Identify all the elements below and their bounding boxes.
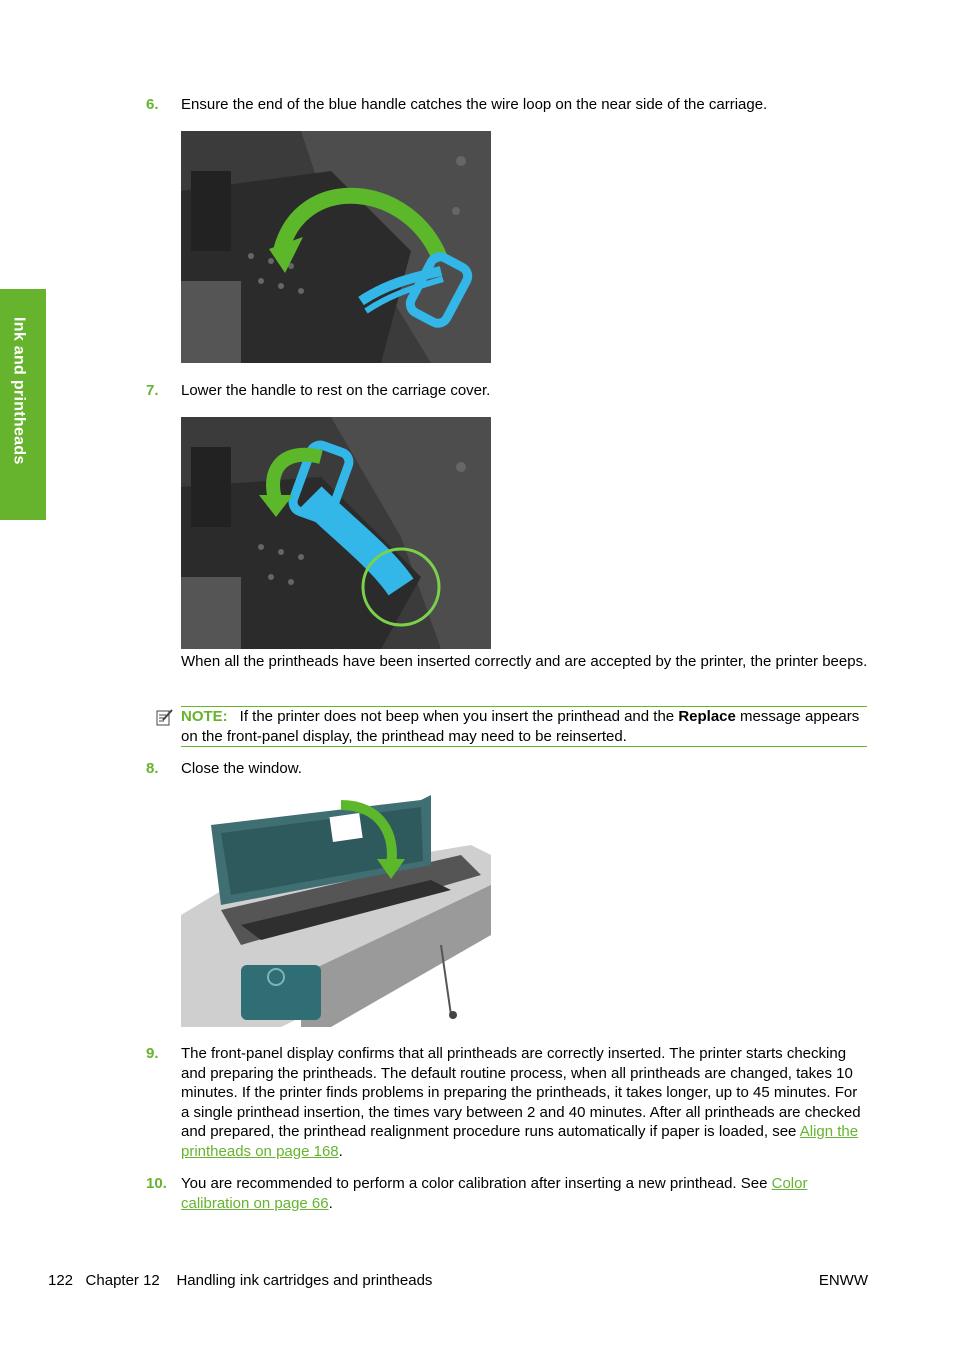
step-text: Ensure the end of the blue handle catches the wire loop on the near side of the carriage. <box>181 96 768 113</box>
step-number: 6. <box>146 96 159 113</box>
step-text <box>181 1174 867 1213</box>
note-text-before: If the printer does not beep when you insert the printhead and the <box>239 708 679 725</box>
figure-close-window <box>181 795 491 1027</box>
footer-enww: ENWW <box>818 1272 868 1289</box>
note-box <box>181 706 867 747</box>
step-text: Close the window. <box>181 760 302 777</box>
step-number: 7. <box>146 382 159 399</box>
chapter-side-tab <box>0 289 46 520</box>
figure-lower-handle <box>181 417 491 649</box>
note-text-after: message appears on the front-panel display, the printhead may need to be reinserted. <box>181 708 860 745</box>
align-printheads-link[interactable]: Align the printheads on page 168 <box>181 1123 859 1160</box>
note-bold-replace: Replace <box>678 708 736 725</box>
step-10-text: You are recommended to perform a color calibration after inserting a new printhead. See <box>181 1175 772 1192</box>
footer-chapter-title: Handling ink cartridges and printheads <box>176 1272 433 1289</box>
color-calibration-link[interactable]: Color calibration on page 66 <box>181 1175 808 1212</box>
side-tab-label: Ink and printheads <box>10 317 28 465</box>
step-7-result-paragraph: When all the printheads have been inserted correctly and are accepted by the printer, the printer beeps. <box>181 653 868 670</box>
step-number: 10. <box>146 1175 167 1192</box>
step-number: 8. <box>146 760 159 777</box>
step-number: 9. <box>146 1045 159 1062</box>
step-text <box>181 1044 867 1161</box>
page-footer <box>48 1271 868 1291</box>
figure-handle-catch-wire <box>181 131 491 363</box>
footer-chapter: Chapter 12 <box>85 1272 160 1289</box>
step-9-text: The front-panel display confirms that all printheads are correctly inserted. The printer starts checking and preparing the printheads. The default routine process, when all printheads are changed, takes 10 minutes. If the printer finds problems in preparing the printheads, it takes longer, up to 45 minutes. For a single printhead insertion, the times vary between 2 and 40 minutes. After all printheads are checked and prepared, the printhead realignment procedure runs automatically if paper is loaded, see <box>181 1045 861 1140</box>
note-label: NOTE: <box>181 708 228 725</box>
step-9-period: . <box>338 1142 343 1160</box>
step-text: Lower the handle to rest on the carriage cover. <box>181 382 491 399</box>
note-pencil-icon <box>156 708 174 726</box>
step-10-period: . <box>328 1194 333 1212</box>
footer-page-number: 122 <box>48 1272 74 1289</box>
